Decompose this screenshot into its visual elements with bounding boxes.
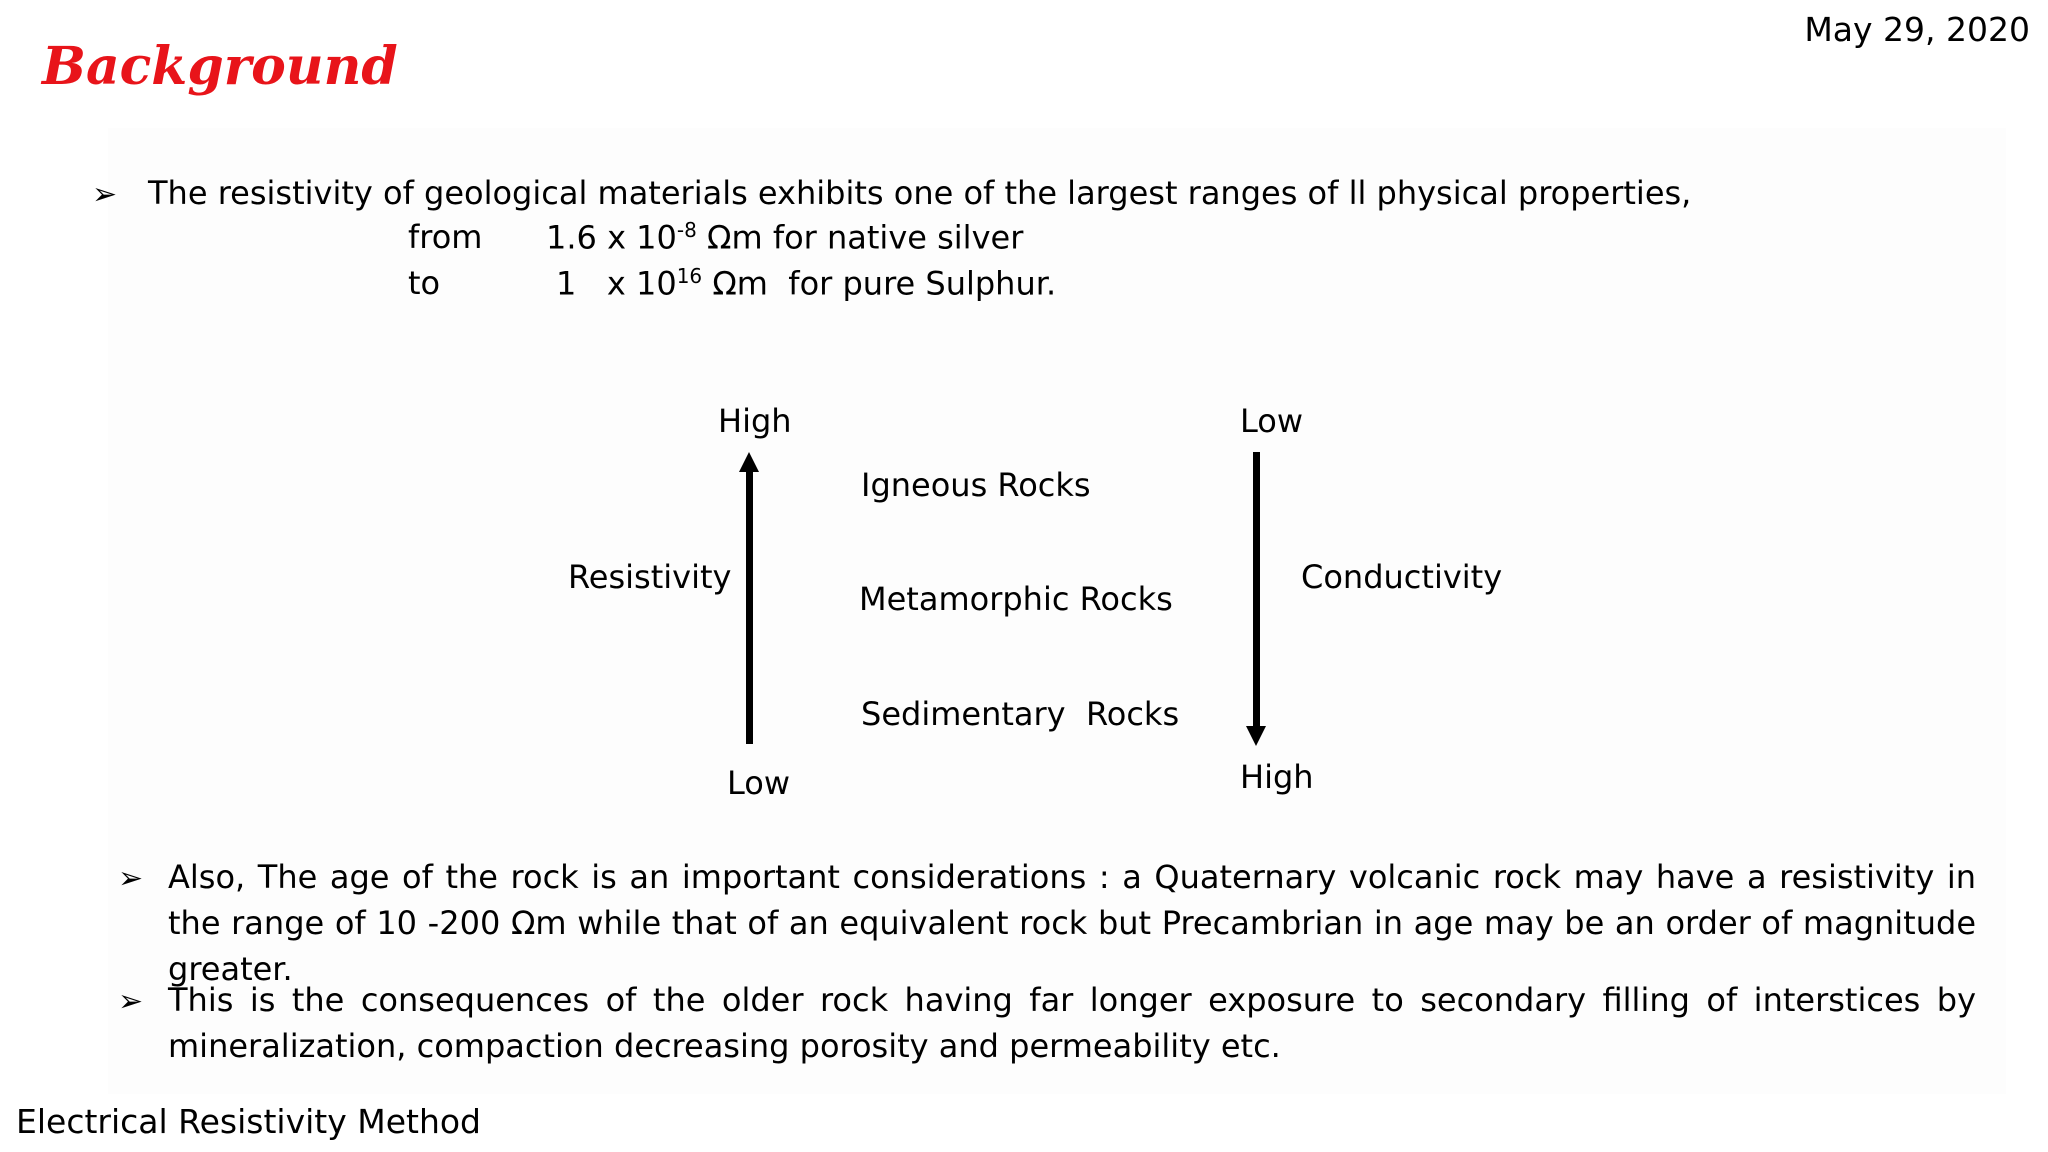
range-to-value (556, 264, 1056, 303)
bullet-text: This is the consequences of the older rock having far longer exposure to secondary filling of interstices by mineralization, compaction decreasing porosity and permeability etc. (168, 981, 1976, 1065)
bullet-arrow-icon: ➢ (118, 984, 144, 1019)
range-from-exponent: -8 (676, 218, 697, 242)
bullet-arrow-icon: ➢ (92, 177, 118, 212)
range-to-word: to (408, 264, 441, 302)
resistivity-arrow-shaft (746, 468, 753, 744)
bullet-arrow-icon: ➢ (118, 861, 144, 896)
range-from-word: from (408, 218, 483, 256)
conductivity-arrow-shaft (1253, 452, 1260, 728)
slide-footer: Electrical Resistivity Method (16, 1102, 481, 1141)
rock-sedimentary: Sedimentary Rocks (861, 695, 1180, 733)
resistivity-low-label: Low (727, 764, 791, 802)
slide-title: Background (42, 36, 398, 97)
range-to-mantissa: 1 x 10 (556, 264, 677, 303)
range-from-value (546, 218, 1023, 257)
conductivity-low-label: Low (1240, 402, 1304, 440)
range-to-unit: Ωm for pure Sulphur. (712, 264, 1057, 303)
rock-igneous: Igneous Rocks (861, 466, 1091, 504)
range-from-unit: Ωm for native silver (707, 218, 1024, 257)
conductivity-high-label: High (1240, 758, 1314, 796)
range-to-exponent: 16 (676, 264, 703, 288)
slide-date: May 29, 2020 (1804, 10, 2030, 49)
resistivity-label: Resistivity (568, 558, 732, 596)
rock-metamorphic: Metamorphic Rocks (859, 580, 1173, 618)
bullet-text: The resistivity of geological materials exhibits one of the largest ranges of ll physical properties, (148, 174, 1692, 212)
bullet-text: Also, The age of the rock is an important considerations : a Quaternary volcanic rock may have a resistivity in the range of 10 -200 Ωm while that of an equivalent rock but Precambrian in age may be an order of magnitude greater. (168, 858, 1976, 988)
resistivity-high-label: High (718, 402, 792, 440)
arrow-down-icon (1246, 726, 1266, 746)
conductivity-label: Conductivity (1301, 558, 1503, 596)
range-from-mantissa: 1.6 x 10 (546, 218, 677, 257)
